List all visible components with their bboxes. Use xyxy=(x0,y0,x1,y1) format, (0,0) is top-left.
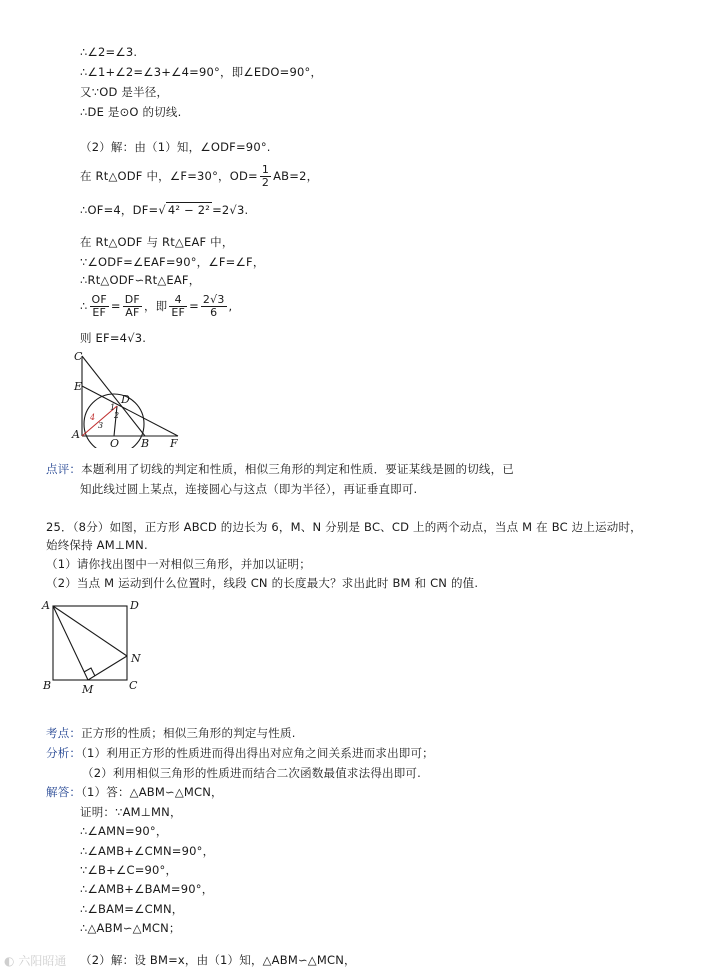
ratio-of-ef xyxy=(90,294,109,319)
jieda-line-1 xyxy=(46,784,223,800)
label-sq-c: C xyxy=(129,679,138,692)
label-2: 2 xyxy=(114,411,120,420)
label-3: 3 xyxy=(98,421,104,430)
label-1: 1 xyxy=(110,403,116,412)
comment-text-1: 本题利用了切线的判定和性质，相似三角形的判定和性质．要证某线是圆的切线，已 xyxy=(81,462,515,476)
part2-line-7-mid: ，即 xyxy=(143,299,168,313)
tangent-circle-figure xyxy=(70,348,190,448)
part2-line-3 xyxy=(80,202,248,218)
equals-sign-2: = xyxy=(189,299,199,313)
jieda-label: 解答： xyxy=(46,785,82,799)
part2-line-1: （2）解：由（1）知，∠ODF=90°. xyxy=(80,140,271,154)
jieda-line-6: ∴∠AMB+∠BAM=90°， xyxy=(80,882,214,896)
jieda-line-7: ∴∠BAM=∠CMN， xyxy=(80,902,184,916)
jieda-line-4: ∴∠AMB+∠CMN=90°， xyxy=(80,844,215,858)
ratio-2-num: DF xyxy=(124,293,140,306)
part2-line-2-post: AB=2， xyxy=(273,169,319,183)
label-sq-b: B xyxy=(43,679,52,692)
label-o: O xyxy=(110,437,120,448)
part2-line-5: ∵∠ODF=∠EAF=90°，∠F=∠F， xyxy=(80,255,265,269)
kaodian-label: 考点： xyxy=(46,726,82,740)
comment-label: 点评： xyxy=(46,462,82,476)
ratio-3-num: 4 xyxy=(169,294,187,307)
line-an xyxy=(53,606,127,656)
q25-line-3: （1）请你找出图中一对相似三角形，并加以证明； xyxy=(46,557,311,571)
proof-line-2: ∴∠1+∠2=∠3+∠4=90°，即∠EDO=90°， xyxy=(80,65,323,79)
jieda-line-5: ∵∠B+∠C=90°， xyxy=(80,863,178,877)
watermark-logo-icon: ◐ xyxy=(4,954,15,968)
kaodian-line xyxy=(46,725,296,741)
fenxi-line-1 xyxy=(46,745,434,761)
part2-line-7-end: , xyxy=(228,299,233,313)
label-sq-d: D xyxy=(130,599,139,612)
proof-line-4: ∴DE 是⊙O 的切线. xyxy=(80,105,182,119)
label-4: 4 xyxy=(90,413,96,422)
part2-line-2 xyxy=(80,164,318,189)
part2-line-7 xyxy=(80,294,232,319)
q25-line-2: 始终保持 AM⊥MN. xyxy=(46,538,148,552)
fenxi-line-2: （2）利用相似三角形的性质进而结合二次函数最值求法得出即可. xyxy=(82,766,421,780)
label-c: C xyxy=(74,350,83,363)
q25-line-1: 25．（8分）如图，正方形 ABCD 的边长为 6，M、N 分别是 BC、CD 上的两个动点，当点 M 在 BC 边上运动时， xyxy=(46,520,642,534)
ratio-1-num: OF xyxy=(91,293,107,306)
ratio-root3 xyxy=(201,294,227,319)
line-ef xyxy=(82,386,178,436)
half-num: 1 xyxy=(261,163,270,176)
comment-line-1 xyxy=(46,461,514,477)
part2-line-3-pre: ∴OF=4，DF= xyxy=(80,203,159,217)
label-sq-a: A xyxy=(42,599,50,612)
ratio-2-den: AF xyxy=(125,306,140,319)
jieda-line-3: ∴∠AMN=90°， xyxy=(80,824,168,838)
part2-line-8: 则 EF=4√3. xyxy=(80,331,147,345)
fenxi-text-1: （1）利用正方形的性质进而得出得出对应角之间关系进而求出即可； xyxy=(81,746,434,760)
jieda-line-8: ∴△ABM∽△MCN； xyxy=(80,921,181,935)
label-d: D xyxy=(121,393,130,406)
sqrt-radicand: 4² − 2² xyxy=(167,203,211,217)
label-sq-n: N xyxy=(131,652,141,665)
part2-line-3-post: =2√3. xyxy=(212,203,249,217)
ratio-4-num: 2√3 xyxy=(202,293,225,306)
part2-line-2-pre: 在 Rt△ODF 中，∠F=30°，OD= xyxy=(80,169,258,183)
part2-line-6: ∴Rt△ODF∽Rt△EAF， xyxy=(80,273,201,287)
sqrt-sign: √ xyxy=(158,203,166,217)
label-a: A xyxy=(72,428,80,441)
label-e: E xyxy=(74,380,83,393)
ratio-4-ef xyxy=(169,294,187,319)
half-den: 2 xyxy=(261,176,270,189)
ratio-3-den: EF xyxy=(171,306,186,319)
kaodian-text: 正方形的性质；相似三角形的判定与性质. xyxy=(81,726,296,740)
line-cb xyxy=(82,356,145,436)
watermark-text: 六阳昭通 xyxy=(18,954,67,968)
label-f: F xyxy=(170,437,178,448)
comment-line-2: 知此线过圆上某点，连接圆心与这点（即为半径），再证垂直即可. xyxy=(80,482,418,496)
therefore: ∴ xyxy=(80,299,88,313)
equals-sign: = xyxy=(110,299,121,313)
ratio-4-den: 6 xyxy=(210,306,218,319)
jieda-text-1: （1）答：△ABM∽△MCN， xyxy=(81,785,223,799)
ratio-df-af xyxy=(123,294,142,319)
fenxi-label: 分析： xyxy=(46,746,82,760)
line-am xyxy=(53,606,88,680)
label-b: B xyxy=(141,437,150,448)
proof-line-1: ∴∠2=∠3. xyxy=(80,45,138,59)
line-mn xyxy=(88,656,127,680)
half-fraction xyxy=(260,164,271,189)
proof-line-3: 又∵OD 是半径， xyxy=(80,85,169,99)
jieda-line-2: 证明：∵AM⊥MN， xyxy=(80,805,182,819)
part2-line-4: 在 Rt△ODF 与 Rt△EAF 中， xyxy=(80,235,234,249)
square-figure xyxy=(38,596,148,696)
label-sq-m: M xyxy=(82,683,94,696)
jieda-line-9: （2）解：设 BM=x，由（1）知，△ABM∽△MCN， xyxy=(80,953,356,967)
ratio-1-den: EF xyxy=(92,306,107,319)
q25-line-4: （2）当点 M 运动到什么位置时，线段 CN 的长度最大？求出此时 BM 和 CN 的值. xyxy=(46,576,479,590)
watermark xyxy=(4,952,66,969)
